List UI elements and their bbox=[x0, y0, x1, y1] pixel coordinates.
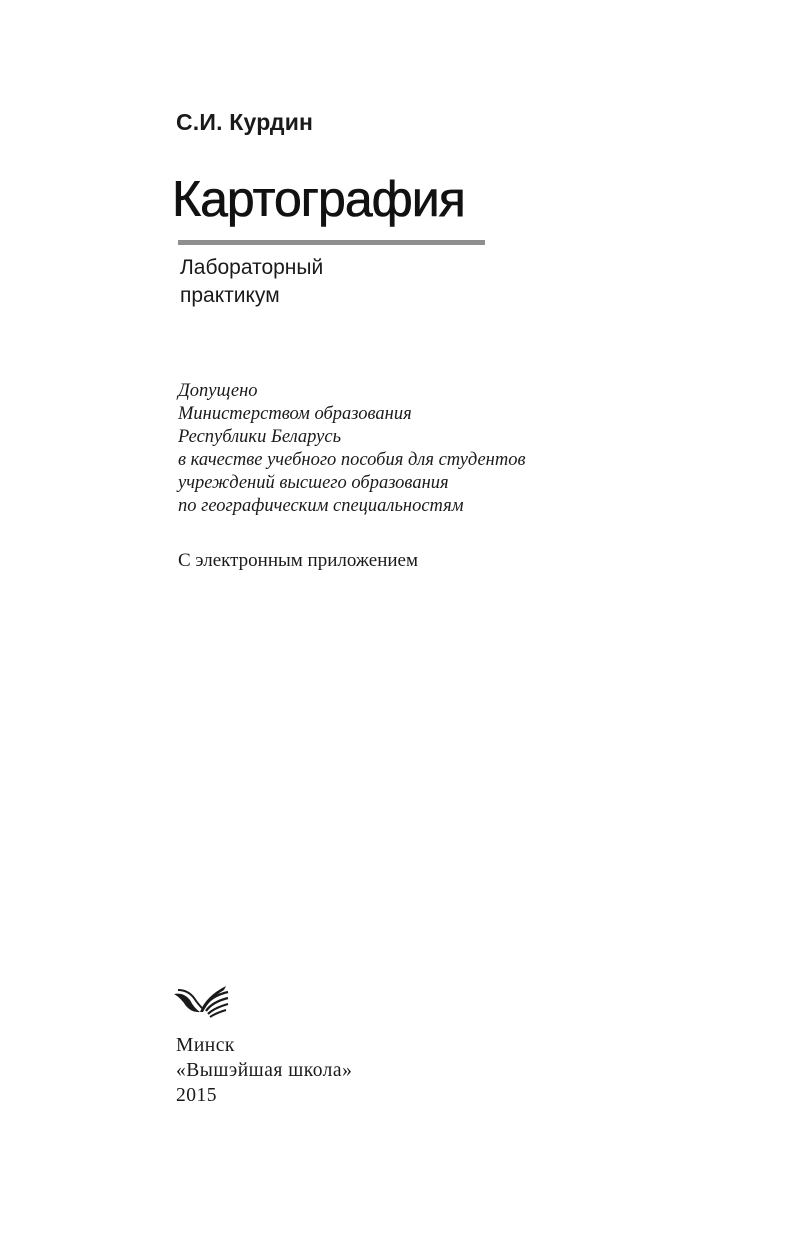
title-underline bbox=[178, 240, 485, 245]
publisher-name: «Вышэйшая школа» bbox=[176, 1060, 353, 1081]
publisher-imprint bbox=[176, 1033, 352, 1108]
approval-line: Допущено bbox=[178, 381, 258, 401]
approval-line: по географическим специальностям bbox=[178, 496, 464, 516]
publisher-city: Минск bbox=[176, 1035, 235, 1056]
approval-line: в качестве учебного пособия для студентов bbox=[178, 450, 526, 470]
publication-year: 2015 bbox=[176, 1085, 217, 1106]
author-name: С.И. Курдин bbox=[176, 109, 314, 135]
subtitle-line: Лабораторный bbox=[180, 256, 324, 279]
approval-line: учреждений высшего образования bbox=[178, 473, 449, 493]
book-subtitle bbox=[180, 254, 323, 310]
approval-line: Министерством образования bbox=[178, 404, 412, 424]
electronic-supplement-note: С электронным приложением bbox=[178, 550, 418, 571]
approval-line: Республики Беларусь bbox=[178, 427, 342, 447]
subtitle-line: практикум bbox=[180, 284, 280, 307]
publisher-logo-icon bbox=[170, 982, 230, 1022]
book-title: Картография bbox=[172, 171, 465, 227]
approval-statement bbox=[178, 380, 525, 518]
